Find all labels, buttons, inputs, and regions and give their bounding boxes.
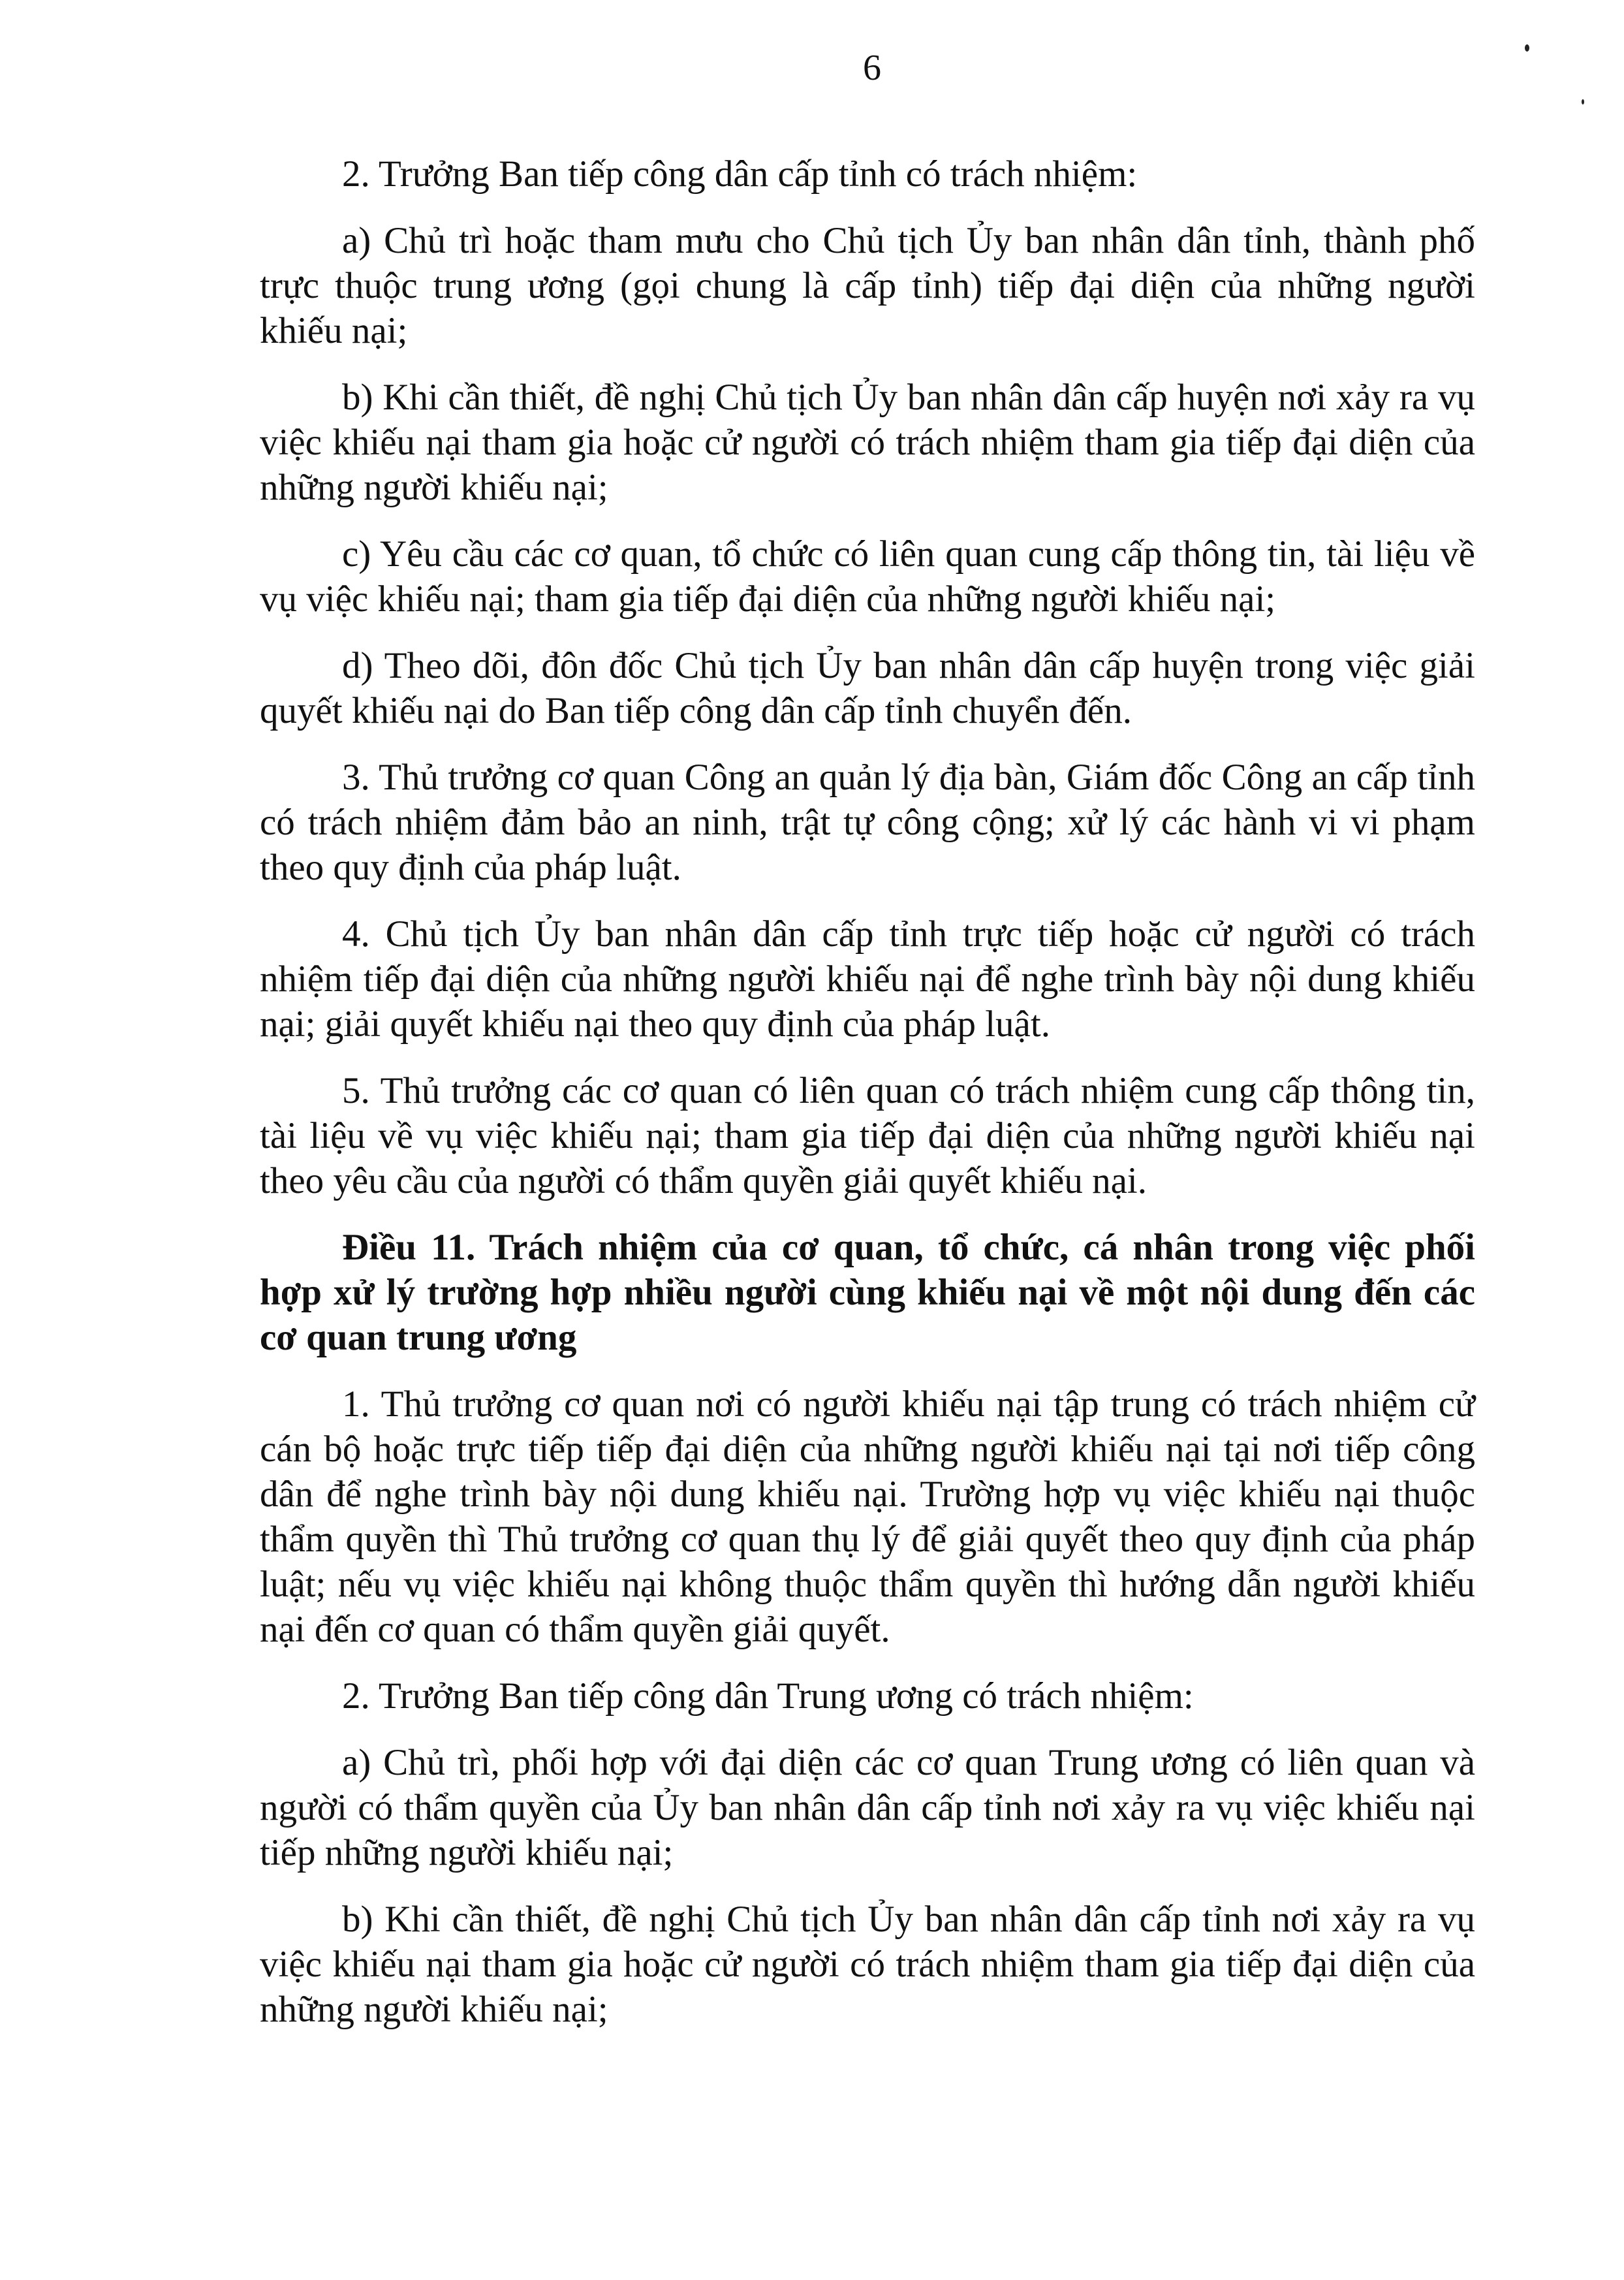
paragraph: 5. Thủ trưởng các cơ quan có liên quan có trách nhiệm cung cấp thông tin, tài liệu về vụ việc khiếu nại; tham gia tiếp đại diện của những người khiếu nại theo yêu cầu của người có thẩm quyền giải quyết khiếu nại. [260,1070,1475,1201]
paragraph: 2. Trưởng Ban tiếp công dân cấp tỉnh có trách nhiệm: [342,153,1138,195]
paragraph: 3. Thủ trưởng cơ quan Công an quản lý địa bàn, Giám đốc Công an cấp tỉnh có trách nhiệm đảm bảo an ninh, trật tự công cộng; xử lý các hành vi vi phạm theo quy định của pháp luật. [260,757,1475,888]
page-number: 6 [863,48,881,88]
paragraph: c) Yêu cầu các cơ quan, tổ chức có liên quan cung cấp thông tin, tài liệu về vụ việc khiếu nại; tham gia tiếp đại diện của những người khiếu nại; [260,533,1475,620]
paragraph: 4. Chủ tịch Ủy ban nhân dân cấp tỉnh trực tiếp hoặc cử người có trách nhiệm tiếp đại diện của những người khiếu nại để nghe trình bày nội dung khiếu nại; giải quyết khiếu nại theo quy định của pháp luật. [260,913,1475,1045]
paragraph: b) Khi cần thiết, đề nghị Chủ tịch Ủy ban nhân dân cấp huyện nơi xảy ra vụ việc khiếu nại tham gia hoặc cử người có trách nhiệm tham gia tiếp đại diện của những người khiếu nại; [260,377,1475,508]
paragraph: 2. Trưởng Ban tiếp công dân Trung ương có trách nhiệm: [342,1675,1194,1717]
paragraph: 1. Thủ trưởng cơ quan nơi có người khiếu nại tập trung có trách nhiệm cử cán bộ hoặc trực tiếp tiếp đại diện của những người khiếu nại tại nơi tiếp công dân để nghe trình bày nội dung khiếu nại. Trường hợp vụ việc khiếu nại thuộc thẩm quyền thì Thủ trưởng cơ quan thụ lý để giải quyết theo quy định của pháp luật; nếu vụ việc khiếu nại không thuộc thẩm quyền thì hướng dẫn người khiếu nại đến cơ quan có thẩm quyền giải quyết. [260,1384,1475,1650]
paragraph: a) Chủ trì, phối hợp với đại diện các cơ quan Trung ương có liên quan và người có thẩm quyền của Ủy ban nhân dân cấp tỉnh nơi xảy ra vụ việc khiếu nại tiếp những người khiếu nại; [260,1742,1475,1873]
article-heading: Điều 11. Trách nhiệm của cơ quan, tổ chức, cá nhân trong việc phối hợp xử lý trường hợp nhiều người cùng khiếu nại về một nội dung đến các cơ quan trung ương [260,1227,1475,1358]
paragraph: a) Chủ trì hoặc tham mưu cho Chủ tịch Ủy ban nhân dân tỉnh, thành phố trực thuộc trung ương (gọi chung là cấp tỉnh) tiếp đại diện của những người khiếu nại; [260,220,1475,351]
scan-speck [1582,99,1584,104]
document-body [260,151,1475,2053]
scan-speck [1525,44,1529,52]
paragraph: b) Khi cần thiết, đề nghị Chủ tịch Ủy ban nhân dân cấp tỉnh nơi xảy ra vụ việc khiếu nại tham gia hoặc cử người có trách nhiệm tham gia tiếp đại diện của những người khiếu nại; [260,1899,1475,2030]
paragraph: d) Theo dõi, đôn đốc Chủ tịch Ủy ban nhân dân cấp huyện trong việc giải quyết khiếu nại do Ban tiếp công dân cấp tỉnh chuyển đến. [260,645,1475,731]
